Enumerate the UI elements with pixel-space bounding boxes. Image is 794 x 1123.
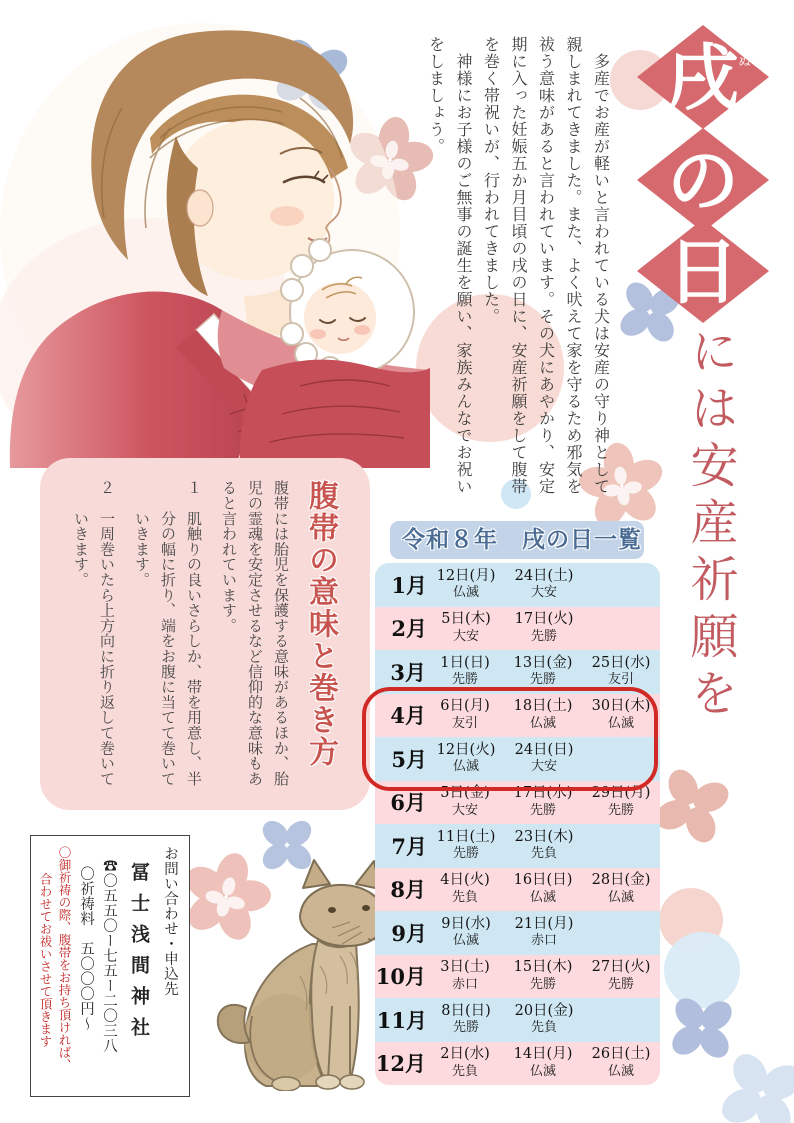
calendar-entries (426, 656, 660, 688)
calendar-entry (426, 873, 504, 905)
calendar-month-label: 8月 (390, 877, 426, 903)
intro-column: をしましょう。 (426, 36, 446, 155)
calendar-entry (505, 1004, 583, 1036)
calendar-row (375, 607, 660, 651)
calendar-entry (582, 656, 660, 688)
title-subtitle: には安産祈願を (682, 326, 738, 725)
contact-column: 合わせてお祓いさせて頂きます (38, 860, 53, 1048)
calendar-month-label: 10月 (375, 964, 426, 990)
calendar-entries (427, 917, 660, 949)
title-char-hi: 日 (666, 229, 740, 314)
calendar-rokuyou: 先負 (451, 889, 478, 905)
calendar-date: 4日(火) (440, 872, 490, 889)
calendar-entry (504, 656, 582, 688)
title-furigana: いぬ (735, 38, 750, 70)
calendar-entries (426, 1047, 660, 1079)
calendar-date: 6日(月) (440, 698, 490, 715)
calendar-date: 5日(金) (440, 785, 490, 802)
calendar-month-label: 1月 (391, 572, 427, 598)
calendar-date: 12日(火) (436, 741, 496, 758)
contact-column: 冨士浅間神社 (128, 862, 150, 1048)
calendar-date: 18日(土) (513, 698, 573, 715)
contact-column: ☎〇五五〇ー七五ー二〇三八 (101, 858, 117, 1053)
calendar-rokuyou: 先負 (530, 1020, 557, 1036)
calendar-month-label: 7月 (391, 833, 427, 859)
haraobi-inner (60, 480, 346, 788)
contact-column: 〇祈祷料 五〇〇〇円～ (78, 866, 94, 1031)
calendar-rokuyou: 仏滅 (452, 585, 479, 601)
calendar-entry (582, 873, 660, 905)
calendar-rokuyou: 仏滅 (529, 1063, 556, 1079)
calendar-rokuyou: 友引 (607, 672, 634, 688)
calendar-rokuyou: 仏滅 (529, 715, 556, 731)
haraobi-body-column: いきます。 (72, 480, 90, 588)
calendar-date: 16日(日) (513, 872, 573, 889)
intro-column: 祓う意味があると言われています。その犬にあやかり、安定 (536, 36, 556, 495)
calendar-month-label: 9月 (391, 920, 427, 946)
calendar-rokuyou: 大安 (451, 802, 478, 818)
calendar-month-label: 2月 (391, 616, 427, 642)
calendar-rokuyou: 先負 (451, 1063, 478, 1079)
title-diamonds (628, 16, 778, 331)
calendar-entry (426, 960, 504, 992)
calendar-date: 27日(火) (591, 959, 651, 976)
calendar-entry (504, 960, 582, 992)
calendar-rokuyou: 仏滅 (607, 1063, 634, 1079)
calendar-date: 21日(月) (514, 915, 574, 932)
calendar-date: 3日(土) (440, 959, 490, 976)
calendar-entries (427, 612, 660, 644)
calendar-row (375, 868, 660, 912)
calendar-header: 令和８年 戌の日一覧 (390, 521, 644, 559)
calendar-month-label: 12月 (375, 1051, 426, 1077)
contact-column: 〇御祈祷の際、腹帯をお持ち頂ければ、 (57, 846, 72, 1071)
calendar-entry (505, 830, 583, 862)
calendar-date: 15日(木) (513, 959, 573, 976)
calendar-date: 17日(水) (513, 785, 573, 802)
calendar-entries (426, 786, 660, 818)
calendar-date: 11日(土) (436, 828, 496, 845)
dog-illustration (200, 856, 395, 1091)
calendar-date: 12日(月) (436, 567, 496, 584)
calendar-table (375, 563, 660, 1085)
calendar-month-label: 4月 (390, 703, 426, 729)
calendar-entry (426, 656, 504, 688)
calendar-entries (426, 873, 660, 905)
calendar-entry (427, 569, 505, 601)
contact-column: お問い合わせ・申込先 (162, 846, 178, 996)
calendar-row (375, 824, 660, 868)
calendar-entry (582, 960, 660, 992)
calendar-rokuyou: 仏滅 (452, 759, 479, 775)
intro-column: 期に入った妊娠五か月目頃の戌の日に、安産祈願をして腹帯 (509, 36, 528, 495)
calendar-entry (427, 830, 505, 862)
calendar-date: 5日(木) (441, 611, 491, 628)
haraobi-body-column: ると言われています。 (220, 480, 238, 633)
calendar-entries (426, 960, 660, 992)
calendar-rokuyou: 先勝 (529, 976, 556, 992)
calendar-entry (582, 786, 660, 818)
calendar-rokuyou: 仏滅 (452, 933, 479, 949)
calendar-row (375, 955, 660, 999)
calendar-rokuyou: 赤口 (451, 976, 478, 992)
calendar-rokuyou: 仏滅 (529, 889, 556, 905)
haraobi-body-column: ２ 一周巻いたら上方向に折り返して巻いて (98, 480, 116, 786)
calendar-entry (504, 873, 582, 905)
intro-paragraph (422, 36, 615, 514)
haraobi-title: 腹帯の意味と巻き方 (303, 480, 338, 768)
calendar-date: 2日(水) (440, 1046, 490, 1063)
calendar-row (375, 1042, 660, 1086)
calendar-rokuyou: 先勝 (451, 672, 478, 688)
calendar-date: 8日(日) (441, 1002, 491, 1019)
intro-column: を巻く帯祝いが、行われてきました。 (481, 36, 501, 325)
haraobi-body-column: 腹帯には胎児を保護する意味があるほか、胎 (272, 480, 290, 786)
calendar-date: 26日(土) (591, 1046, 651, 1063)
title-char-inu: 戌 (666, 35, 740, 120)
calendar-rokuyou: 赤口 (530, 933, 557, 949)
calendar-rokuyou: 先勝 (529, 672, 556, 688)
calendar-entry (504, 786, 582, 818)
calendar-entry (504, 1047, 582, 1079)
mother-and-baby-illustration (0, 18, 430, 468)
calendar-date: 13日(金) (513, 654, 573, 671)
intro-column: 神様にお子様のご無事の誕生を願い、家族みんなでお祝い (454, 36, 473, 495)
calendar-row (375, 563, 660, 607)
calendar-entries (427, 569, 660, 601)
intro-column: 親しまれてきました。また、よく吠えて家を守るため邪気を (564, 36, 583, 495)
calendar-entry (505, 612, 583, 644)
calendar-date: 1日(日) (440, 654, 490, 671)
calendar-month-label: 6月 (390, 790, 426, 816)
calendar-date: 14日(月) (513, 1046, 573, 1063)
haraobi-box (40, 458, 370, 810)
calendar-rokuyou: 大安 (530, 759, 557, 775)
calendar-entry (505, 917, 583, 949)
calendar-date: 9日(水) (441, 915, 491, 932)
calendar-entry (427, 1004, 505, 1036)
haraobi-body-column: 分の幅に折り、端をお腹に当てて巻いて (159, 480, 177, 786)
haraobi-body-column: いきます。 (133, 480, 151, 588)
calendar-row (375, 911, 660, 955)
calendar-rokuyou: 仏滅 (607, 715, 634, 731)
calendar-rokuyou: 友引 (451, 715, 478, 731)
haraobi-body-column: 児の霊魂を安定させるなど信仰的な意味もあ (246, 480, 264, 786)
calendar-entry (427, 917, 505, 949)
calendar-date: 17日(火) (514, 611, 574, 628)
calendar-entries (427, 1004, 660, 1036)
title-char-no: の (666, 138, 740, 223)
calendar-row (375, 998, 660, 1042)
calendar-date: 25日(水) (591, 654, 651, 671)
calendar-entry (426, 786, 504, 818)
calendar-entries (427, 830, 660, 862)
calendar-rokuyou: 大安 (530, 585, 557, 601)
calendar-month-label: 3月 (390, 659, 426, 685)
calendar-date: 28日(金) (591, 872, 651, 889)
calendar-date: 29日(月) (591, 785, 651, 802)
calendar-rokuyou: 大安 (452, 628, 479, 644)
intro-column: 多産でお産が軽いと言われている犬は安産の守り神として (591, 36, 611, 495)
calendar-rokuyou: 先勝 (607, 976, 634, 992)
haraobi-body (68, 480, 294, 788)
calendar-rokuyou: 先負 (530, 846, 557, 862)
calendar-month-label: 5月 (391, 746, 427, 772)
calendar-highlight-ring (362, 687, 658, 791)
calendar-entry (427, 612, 505, 644)
haraobi-body-column: １ 肌触りの良いさらしか、帯を用意し、半 (185, 480, 203, 786)
calendar-date: 20日(金) (514, 1002, 574, 1019)
calendar-rokuyou: 仏滅 (607, 889, 634, 905)
calendar-rokuyou: 先勝 (452, 846, 479, 862)
calendar-entry (426, 1047, 504, 1079)
calendar-entry (582, 1047, 660, 1079)
calendar-rokuyou: 先勝 (529, 802, 556, 818)
calendar-rokuyou: 先勝 (452, 1020, 479, 1036)
calendar-entry (505, 569, 583, 601)
calendar-date: 24日(土) (514, 567, 574, 584)
contact-box (30, 835, 190, 1097)
calendar-date: 23日(木) (514, 828, 574, 845)
calendar-rokuyou: 先勝 (607, 802, 634, 818)
calendar-date: 30日(木) (591, 698, 651, 715)
calendar-month-label: 11月 (376, 1007, 427, 1033)
calendar-date: 24日(日) (514, 741, 574, 758)
calendar-rokuyou: 先勝 (530, 628, 557, 644)
